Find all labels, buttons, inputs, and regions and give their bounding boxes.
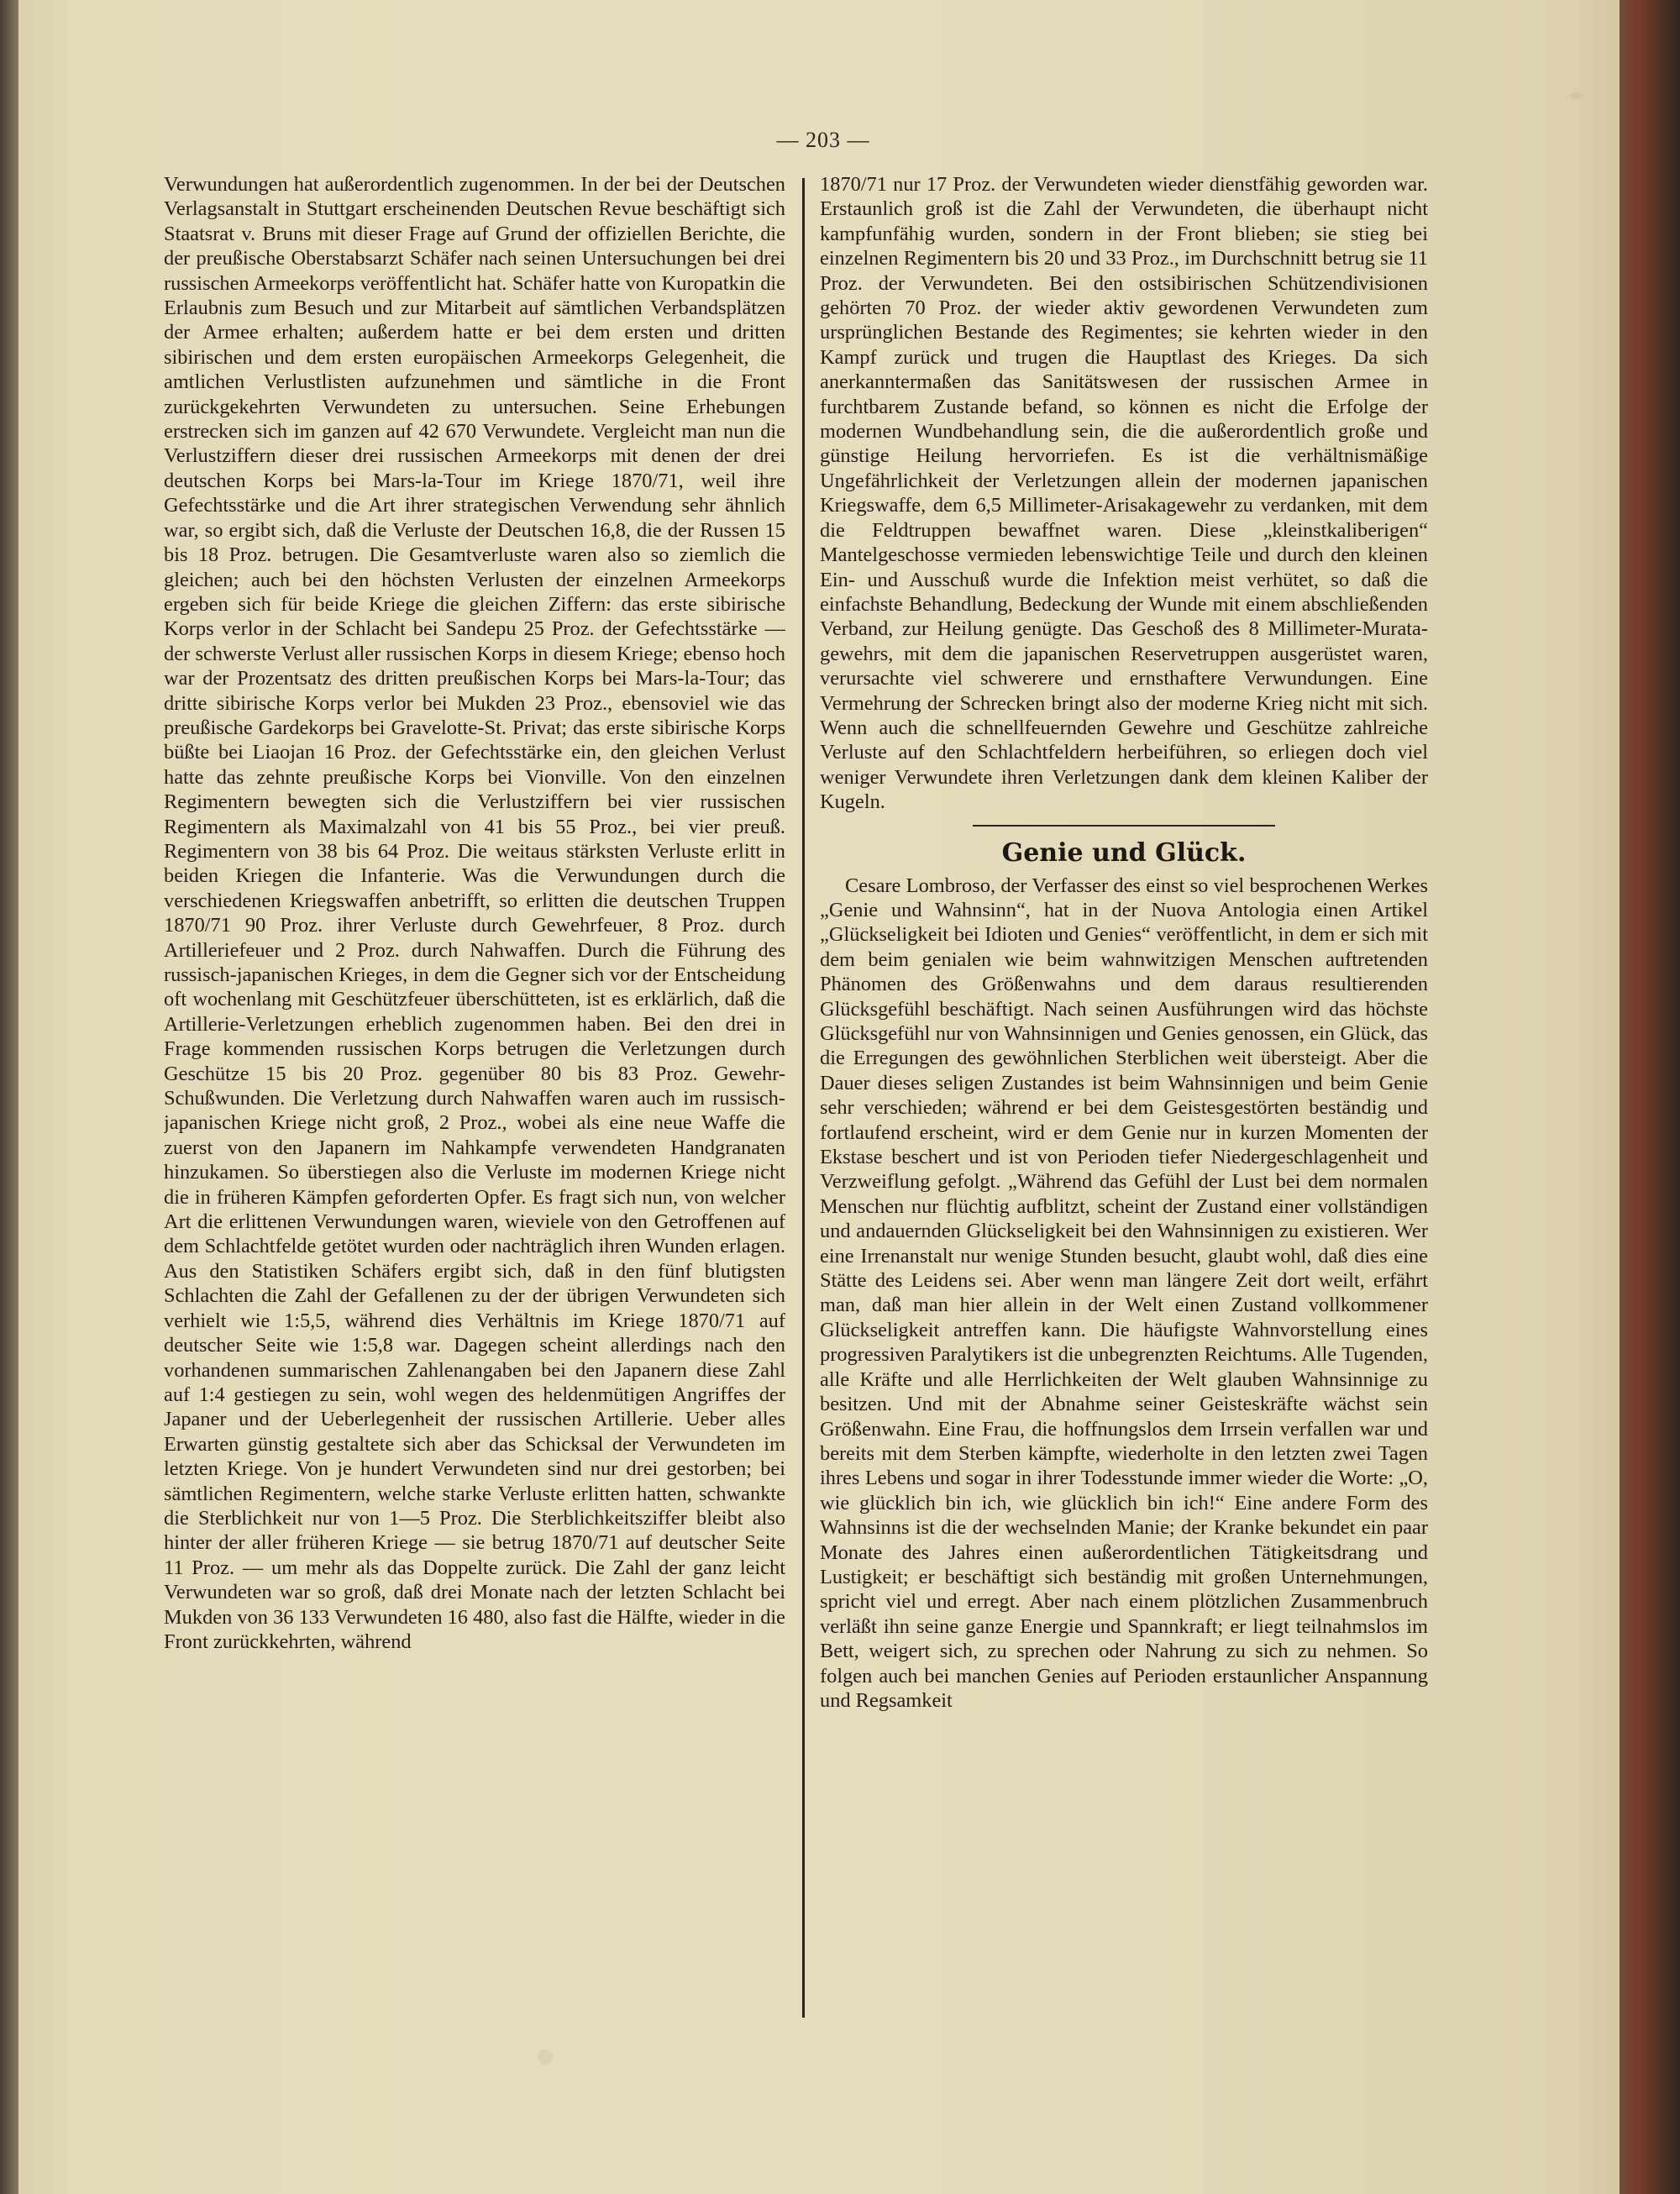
left-text-column (164, 172, 785, 2020)
paper-stain (1571, 92, 1583, 99)
article-heading: Genie und Glück. (1001, 837, 1247, 868)
article-text-end: 1870/71 nur 17 Proz. der Verwundeten wieder dienstfähig geworden war. Erstaunlich groß ist die Zahl der Verwundeten, die überhaupt nicht kampfunfähig wurden, sondern in der Front blieben; sie stieg bei einzelnen Regimentern bis 20 und 33 Proz., im Durchschnitt betrug sie 11 Proz. der Verwundeten. Bei den ostsibirischen Schützendivisionen gehörten 70 Proz. der wieder aktiv gewordenen Verwundeten zum ursprünglichen Bestande des Regimentes; sie kehrten wieder in den Kampf zurück und trugen die Hauptlast des Krieges. Da sich anerkanntermaßen das Sanitätswesen der russischen Armee in furchtbarem Zustande befand, so können es nicht die Erfolge der modernen Wundbehandlung sein, die die außerordentlich große und günstige Heilung hervorriefen. Es ist die verhältnismäßige Ungefährlichkeit der Verletzungen allein der modernen japanischen Kriegswaffe, dem 6,5 Millimeter-Arisakagewehr zu verdanken, mit dem die Feldtruppen bewaffnet waren. Diese „kleinstkaliberigen“ Mantelgeschosse vermieden lebenswichtige Teile und durch den kleinen Ein- und Ausschuß wurde die Infektion meist verhütet, so daß die einfachste Behandlung, Bedeckung der Wunde mit einem abschließenden Verband, zur Heilung genügte. Das Geschoß des 8 Millimeter-Murata-gewehrs, mit dem die japanischen Reservetruppen ausgerüstet waren, verursachte viel schwerere und ernsthaftere Verwundungen. Eine Vermehrung der Schrecken bringt also der moderne Krieg nicht mit sich. Wenn auch die schnellfeuernden Gewehre und Geschütze zahlreiche Verluste auf den Schlachtfeldern herbeiführen, so erliegen doch viel weniger Verwundete ihren Verletzungen dank dem kleinen Kaliber der Kugeln. (820, 173, 1428, 814)
page-number: — 203 — (776, 128, 870, 152)
section-divider (973, 825, 1275, 827)
right-text-column (820, 172, 1428, 2020)
column-divider (802, 178, 805, 2018)
paper-stain (538, 2050, 553, 2065)
book-cover-edge (1620, 0, 1680, 2194)
book-spine-edge (0, 0, 18, 2194)
article-text-continued: Verwundungen hat außerordentlich zugenommen. In der bei der Deutschen Verlagsanstalt in Stuttgart erscheinenden Deutschen Revue beschäftigt sich Staatsrat v. Bruns mit dieser Frage auf Grund der offiziellen Berichte, die der preußische Oberstabsarzt Schäfer nach seinen Untersuchungen bei drei russischen Armeekorps veröffentlicht hat. Schäfer hatte von Kuropatkin die Erlaubnis zum Besuch und zur Mitarbeit auf sämtlichen Verbandsplätzen der Armee erhalten; außerdem hatte er bei dem ersten und dritten sibirischen und dem ersten europäischen Armeekorps Gelegenheit, die amtlichen Verlustlisten aufzunehmen und sämtliche in die Front zurückgekehrten Verwundeten zu untersuchen. Seine Erhebungen erstrecken sich im ganzen auf 42 670 Verwundete. Vergleicht man nun die Verlustziffern dieser drei russischen Armeekorps mit denen der drei deutschen Korps bei Mars-la-Tour im Kriege 1870/71, weil ihre Gefechtsstärke und die Art ihrer strategischen Verwendung sehr ähnlich war, so ergibt sich, daß die Verluste der Deutschen 16,8, die der Russen 15 bis 18 Proz. betrugen. Die Gesamtverluste waren also so ziemlich die gleichen; auch bei den höchsten Verlusten der einzelnen Armeekorps ergeben sich für beide Kriege die gleichen Ziffern: das erste sibirische Korps verlor in der Schlacht bei Sandepu 25 Proz. der Gefechtsstärke — der schwerste Verlust aller russischen Korps in diesem Kriege; ebenso hoch war der Prozentsatz des dritten preußischen Korps bei Mars-la-Tour; das dritte sibirische Korps verlor bei Mukden 23 Proz., ebensoviel wie das preußische Gardekorps bei Gravelotte-St. Privat; das erste sibirische Korps büßte bei Liaojan 16 Proz. der Gefechtsstärke ein, den gleichen Verlust hatte das zehnte preußische Korps bei Vionville. Von den einzelnen Regimentern bewegten sich die Verlustziffern bei vier russischen Regimentern als Maximalzahl von 41 bis 55 Proz., bei vier preuß. Regimentern von 38 bis 64 Proz. Die weitaus stärksten Verluste erlitt in beiden Kriegen die Infanterie. Was die Verwundungen durch die verschiedenen Kriegswaffen anbetrifft, so erlitten die deutschen Truppen 1870/71 90 Proz. ihrer Verluste durch Gewehrfeuer, 8 Proz. durch Artilleriefeuer und 2 Proz. durch Nahwaffen. Durch die Führung des russisch-japanischen Krieges, in dem die Gegner sich vor der Entscheidung oft wochenlang mit Geschützfeuer überschütteten, ist es erklärlich, daß die Artillerie-Verletzungen erheblich zugenommen haben. Bei den drei in Frage kommenden russischen Korps betrugen die Verletzungen durch Geschütze 15 bis 20 Proz. gegenüber 80 bis 83 Proz. Gewehr-Schußwunden. Die Verletzung durch Nahwaffen waren auch im russisch-japanischen Kriege nicht groß, 2 Proz., wobei als eine neue Waffe die zuerst von den Japanern im Nahkampfe verwendeten Handgranaten hinzukamen. So überstiegen also die Verluste im modernen Kriege nicht die in früheren Kämpfen geforderten Opfer. Es fragt sich nun, von welcher Art die erlittenen Verwundungen waren, wieviele von den Getroffenen auf dem Schlachtfelde getötet wurden oder nachträglich ihren Wunden erlagen. Aus den Statistiken Schäfers ergibt sich, daß in den fünf blutigsten Schlachten die Zahl der Gefallenen zu der der übrigen Verwundeten sich verhielt wie 1:5,5, während dies Verhältnis im Kriege 1870/71 auf deutscher Seite wie 1:5,8 war. Dagegen scheint allerdings nach den vorhandenen summarischen Zahlenangaben bei den Japanern diese Zahl auf 1:4 gestiegen zu sein, wohl wegen des heldenmütigen Angriffes der Japaner und der Ueberlegenheit der russischen Artillerie. Ueber alles Erwarten günstig gestaltete sich aber das Schicksal der Verwundeten im letzten Kriege. Von je hundert Verwundeten sind nur drei gestorben; bei sämtlichen Regimentern, welche starke Verluste erlitten hatten, schwankte die Sterblichkeit nur von 1—5 Proz. Die Sterblichkeitsziffer bleibt also hinter der aller früheren Kriege — sie betrug 1870/71 auf deutscher Seite 11 Proz. — um mehr als das Doppelte zurück. Die Zahl der ganz leicht Verwundeten war so groß, daß drei Monate nach der letzten Schlacht bei Mukden von 36 133 Verwundeten 16 480, also fast die Hälfte, wieder in die Front zurückkehrten, während (164, 173, 785, 1653)
article-text: Cesare Lombroso, der Verfasser des einst so viel besprochenen Werkes „Genie und Wahnsinn“, hat in der Nuova Antologia einen Artikel „Glückseligkeit bei Idioten und Genies“ veröffentlicht, in dem er sich mit dem beim genialen wie beim wahnwitzigen Menschen auftretenden Phänomen des Größenwahns und dem daraus resultierenden Glücksgefühl beschäftigt. Nach seinen Ausführungen wird das höchste Glücksgefühl nur von Wahnsinnigen und Genies genossen, ein Glück, das die Erregungen des gewöhnlichen Sterblichen weit übersteigt. Aber die Dauer dieses seligen Zustandes ist beim Wahnsinnigen und beim Genie sehr verschieden; während er bei dem Geistesgestörten beständig und fortlaufend erscheint, wird er dem Genie nur in kurzen Momenten der Ekstase beschert und ist von Perioden tiefer Niedergeschlagenheit und Verzweiflung gefolgt. „Während das Gefühl der Lust bei dem normalen Menschen nur flüchtig aufblitzt, scheint der Zustand einer vollständigen und andauernden Glückseligkeit bei den Wahnsinnigen zu existieren. Wer eine Irrenanstalt nur wenige Stunden besucht, glaubt wohl, daß dies eine Stätte des Leidens sei. Aber wenn man längere Zeit dort weilt, erfährt man, daß man hier allein in der Welt einen Zustand vollkommener Glückseligkeit antreffen kann. Die häufigste Wahnvorstellung eines progressiven Paralytikers ist die unbegrenzten Reichtums. Alle Tugenden, alle Kräfte und alle Herrlichkeiten der Welt glauben Wahnsinnige zu besitzen. Und mit der Abnahme seiner Geisteskräfte wächst sein Größenwahn. Eine Frau, die hoffnungslos dem Irrsein verfallen war und bereits mit dem Sterben kämpfte, wiederholte in den letzten zwei Tagen ihres Lebens und sogar in ihrer Todesstunde immer wieder die Worte: „O, wie glücklich bin ich, wie glücklich bin ich!“ Eine andere Form des Wahnsinns ist die der wechselnden Manie; der Kranke bekundet ein paar Monate des Jahres einen außerordentlichen Tätigkeitsdrang und Lustigkeit; er beschäftigt sich beständig mit großen Unternehmungen, spricht viel und erregt. Aber nach einem plötzlichen Zusammenbruch verläßt ihn seine ganze Energie und Spannkraft; er liegt teilnahmslos im Bett, weigert sich, zu sprechen oder Nahrung zu sich zu nehmen. So folgen auch bei manchen Genies auf Perioden erstaunlicher Anspannung und Regsamkeit (820, 874, 1428, 1712)
